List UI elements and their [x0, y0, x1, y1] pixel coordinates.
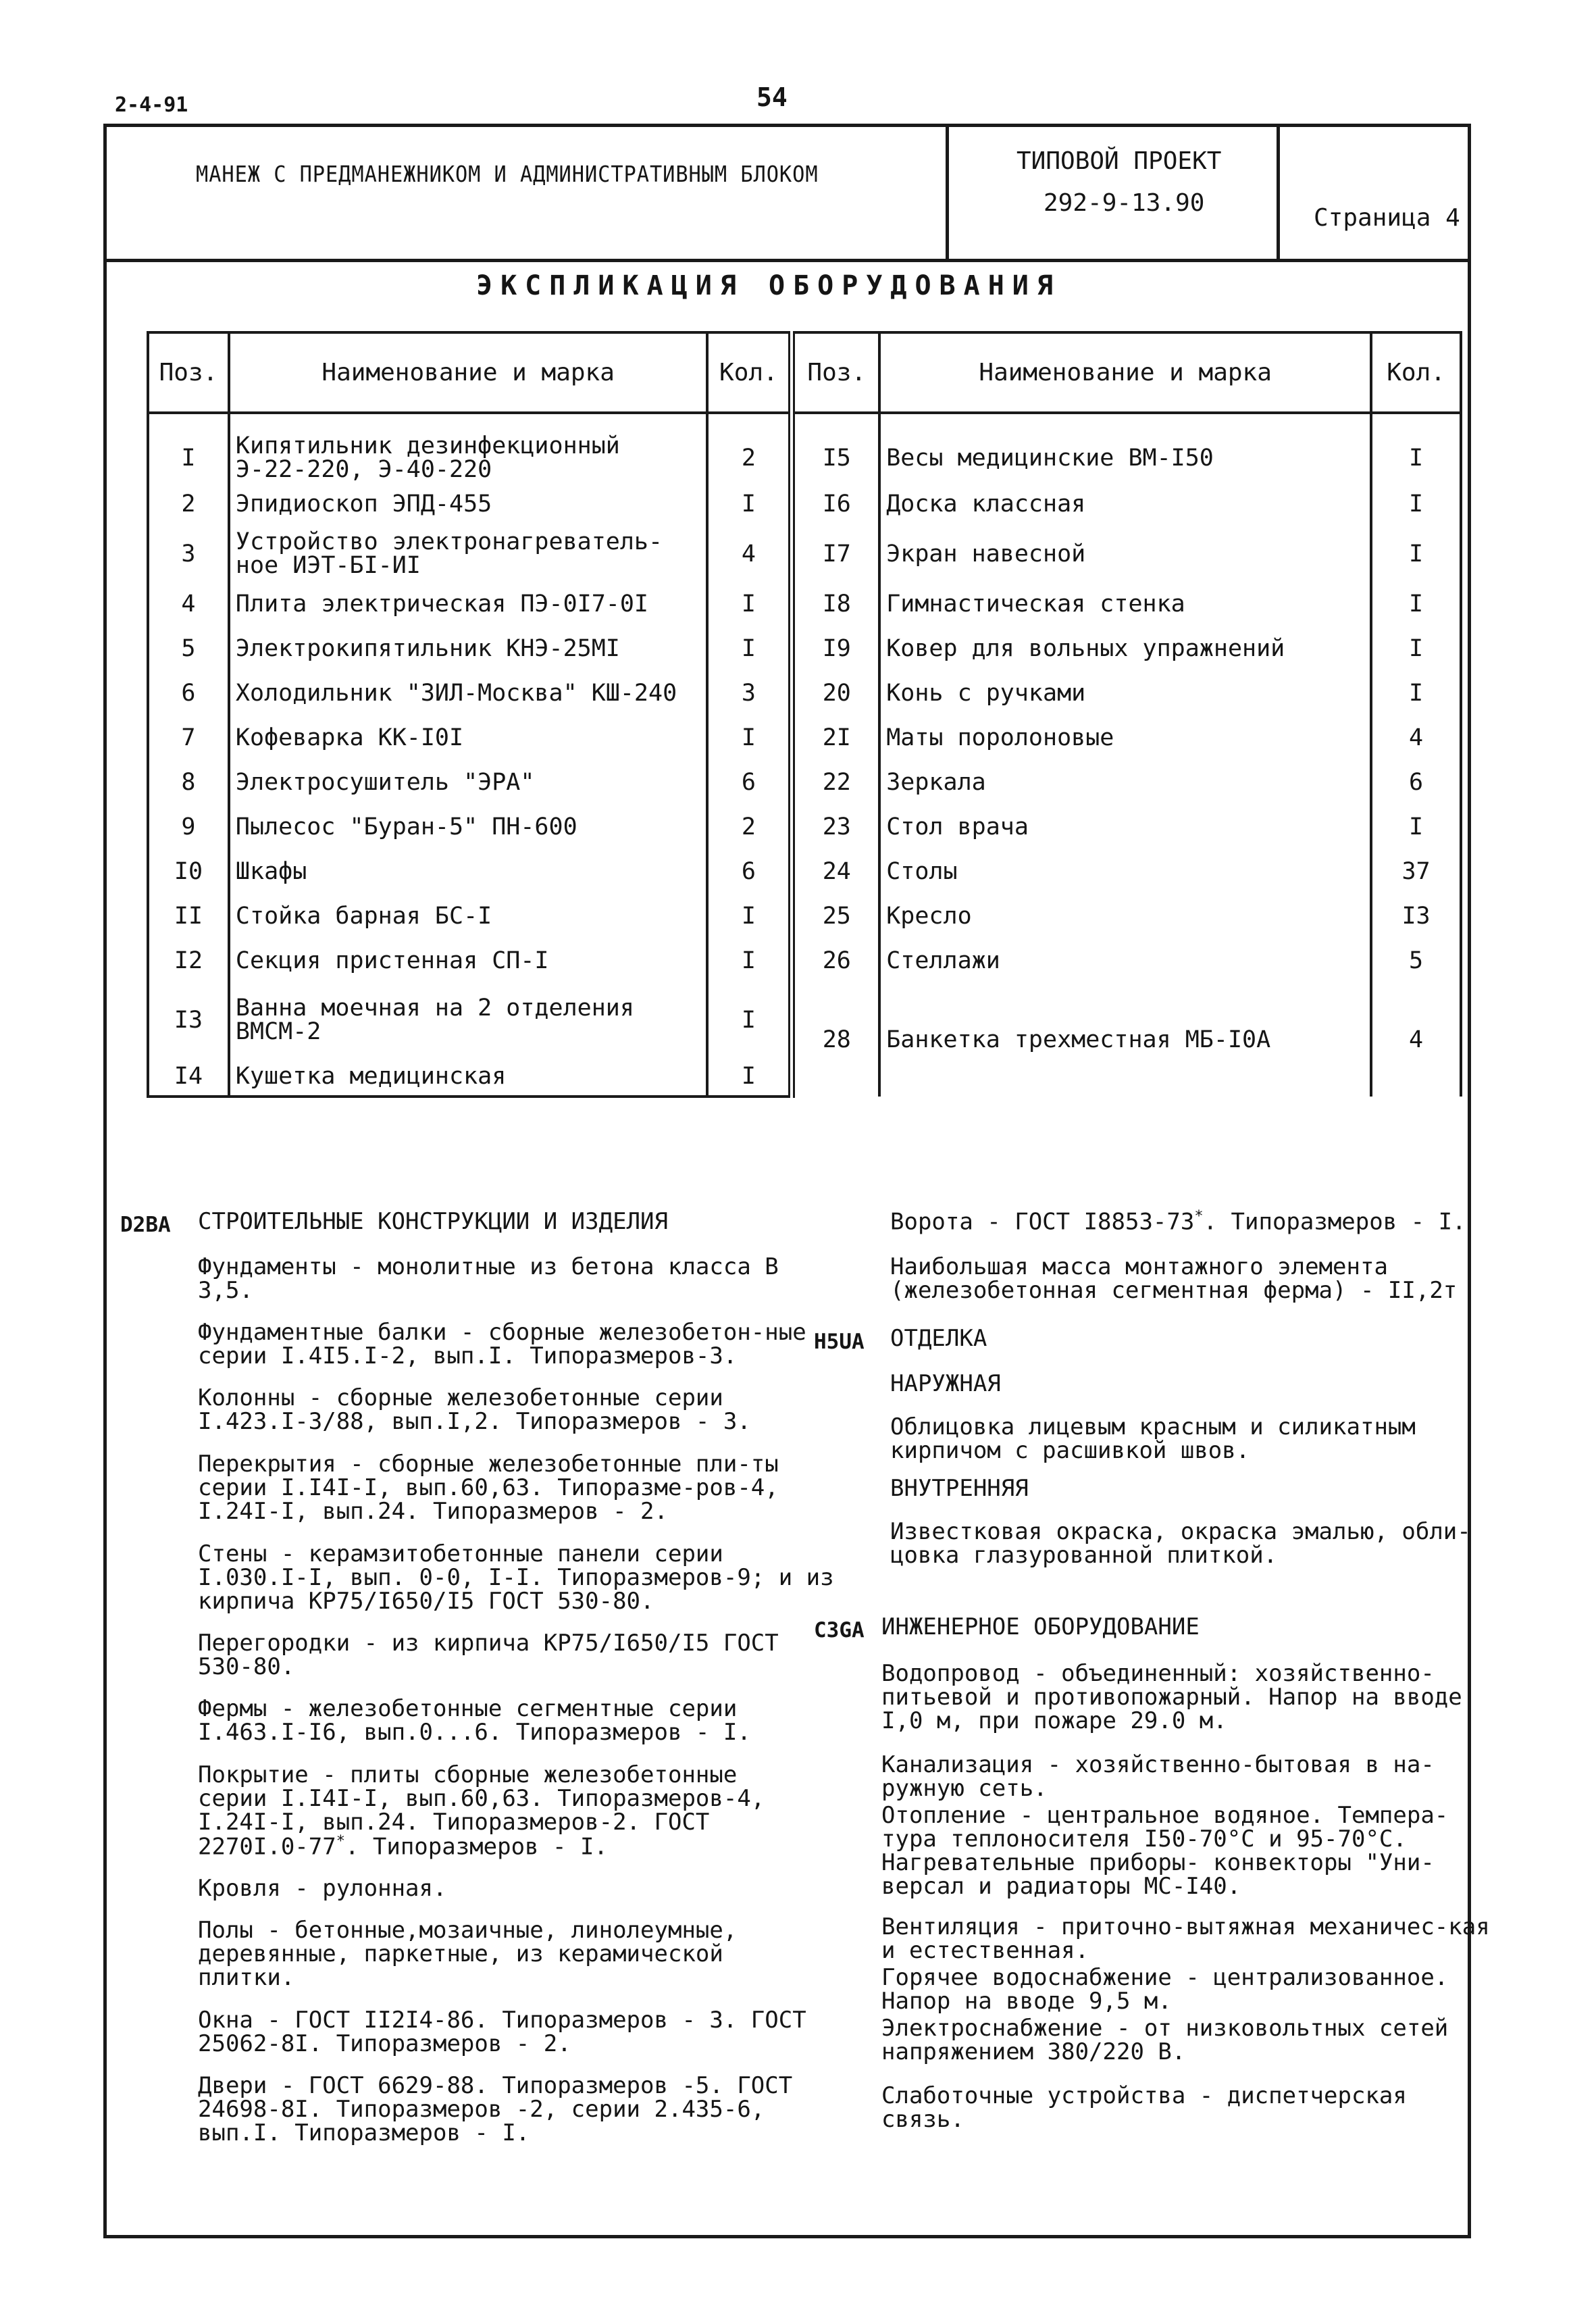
cell-pos: I0 — [148, 849, 229, 894]
project-title: МАНЕЖ С ПРЕДМАНЕЖНИКОМ И АДМИНИСТРАТИВНЫМ БЛОКОМ — [196, 161, 819, 187]
roofing-text: Покрытие - плиты сборные железобетонные серии I.I4I-I, вып.60,63. Типоразмеров-4, I.24I-I, вып.24. Типоразмеров-2. ГОСТ 2270I.0-77 — [198, 1761, 765, 1861]
cell-qty: I — [1371, 805, 1461, 849]
cell-qty: 6 — [1371, 760, 1461, 805]
title-block-divider — [103, 259, 1471, 262]
finish-title: ОТДЕЛКА — [890, 1325, 987, 1352]
finish-inner: Известковая окраска, окраска эмалью, обли-цовка глазурованной плиткой. — [890, 1518, 1471, 1569]
cell-name: Стеллажи — [879, 938, 1371, 983]
cell-pos: 9 — [148, 805, 229, 849]
equipment-table — [147, 331, 1462, 1098]
construction-trusses: Фермы - железобетонные сегментные серии I.463.I-I6, вып.0...6. Типоразмеров - I. — [198, 1695, 751, 1746]
construction-columns: Колонны - сборные железобетонные серии I.423.I-3/88, вып.I,2. Типоразмеров - 3. — [198, 1384, 751, 1436]
cell-pos: 25 — [792, 894, 879, 938]
engineering-low-current: Слаботочные устройства - диспетчерская связь. — [881, 2082, 1407, 2134]
cell-name: Ковер для вольных упражнений — [879, 626, 1371, 671]
cell-pos: 8 — [148, 760, 229, 805]
document-code: 2-4-91 — [115, 93, 188, 117]
cell-qty: I — [707, 894, 792, 938]
cell-name: Кипятильник дезинфекционный Э-22-220, Э-40-220 — [229, 413, 708, 482]
table-row — [148, 760, 1461, 805]
cell-pos: 2 — [148, 482, 229, 526]
construction-foundations: Фундаменты - монолитные из бетона класса В 3,5. — [198, 1253, 779, 1305]
title-block-vline-1 — [946, 124, 949, 259]
table-row — [148, 715, 1461, 760]
cell-name: Стойка барная БС-I — [229, 894, 708, 938]
cell-name: Пылесос "Буран-5" ПН-600 — [229, 805, 708, 849]
engineering-heating: Отопление - центральное водяное. Темпера-тура теплоносителя I50-70°С и 95-70°С. Нагревательные приборы- конвекторы "Уни-версал и радиаторы МС-I40. — [881, 1802, 1449, 1901]
cell-qty: I3 — [1371, 894, 1461, 938]
cell-name: Гимнастическая стенка — [879, 582, 1371, 626]
cell-name: Кресло — [879, 894, 1371, 938]
construction-foundation-beams: Фундаментные балки - сборные железобетон-ные серии I.4I5.I-2, вып.I. Типоразмеров-3. — [198, 1319, 806, 1370]
cell-pos: I8 — [792, 582, 879, 626]
cell-name: Электросушитель "ЭРА" — [229, 760, 708, 805]
engineering-ventilation: Вентиляция - приточно-вытяжная механичес-кая и естественная. — [881, 1913, 1490, 1965]
gates-text: Ворота - ГОСТ I8853-73 — [890, 1208, 1195, 1236]
header-pos: Поз. — [148, 332, 229, 413]
cell-pos: 26 — [792, 938, 879, 983]
cell-qty: 6 — [707, 760, 792, 805]
cell-qty: I — [707, 582, 792, 626]
finish-code: H5UA — [814, 1330, 865, 1354]
table-row — [148, 671, 1461, 715]
construction-walls: Стены - керамзитобетонные панели серии I.030.I-I, вып. 0-0, I-I. Типоразмеров-9; и из кирпича КР75/I650/I5 ГОСТ 530-80. — [198, 1540, 834, 1615]
finish-outer-title: НАРУЖНАЯ — [890, 1370, 1001, 1397]
table-row — [148, 805, 1461, 849]
cell-qty: 2 — [707, 413, 792, 482]
engineering-sewerage: Канализация - хозяйственно-бытовая в на-ружную сеть. — [881, 1751, 1435, 1803]
cell-pos: 28 — [792, 983, 879, 1097]
table-row — [148, 526, 1461, 582]
cell-qty: I — [1371, 413, 1461, 482]
cell-pos: I4 — [148, 1057, 229, 1097]
construction-roof: Кровля - рулонная. — [198, 1875, 447, 1902]
cell-name: Холодильник "ЗИЛ-Москва" КШ-240 — [229, 671, 708, 715]
project-type: ТИПОВОЙ ПРОЕКТ — [1016, 147, 1222, 175]
cell-name: Ванна моечная на 2 отделения ВМСМ-2 — [229, 983, 708, 1057]
cell-pos: I7 — [792, 526, 879, 582]
cell-qty: I — [707, 983, 792, 1057]
cell-name: Кофеварка КК-I0I — [229, 715, 708, 760]
header-qty: Кол. — [707, 332, 792, 413]
page-number: 54 — [756, 82, 788, 112]
cell-qty: I — [707, 626, 792, 671]
finish-outer: Облицовка лицевым красным и силикатным кирпичом с расшивкой швов. — [890, 1413, 1416, 1465]
cell-qty: I — [707, 938, 792, 983]
construction-roofing-slabs — [198, 1763, 819, 1859]
cell-qty: I — [707, 1057, 792, 1097]
construction-windows: Окна - ГОСТ II2I4-86. Типоразмеров - 3. ГОСТ 25062-8I. Типоразмеров - 2. — [198, 2007, 806, 2058]
cell-pos: I9 — [792, 626, 879, 671]
table-row — [148, 626, 1461, 671]
cell-pos: 5 — [148, 626, 229, 671]
cell-name: Электрокипятильник КНЭ-25МI — [229, 626, 708, 671]
cell-pos: 24 — [792, 849, 879, 894]
cell-qty: 3 — [707, 671, 792, 715]
construction-floors: Перекрытия - сборные железобетонные пли-ты серии I.I4I-I, вып.60,63. Типоразме-ров-4, I.24I-I, вып.24. Типоразмеров - 2. — [198, 1451, 779, 1526]
cell-pos: I3 — [148, 983, 229, 1057]
cell-name: Банкетка трехместная МБ-I0А — [879, 983, 1371, 1097]
cell-qty: 37 — [1371, 849, 1461, 894]
header-name-2: Наименование и марка — [879, 332, 1371, 413]
cell-name: Конь с ручками — [879, 671, 1371, 715]
cell-qty: I — [1371, 626, 1461, 671]
cell-name: Экран навесной — [879, 526, 1371, 582]
engineering-electricity: Электроснабжение - от низковольтных сетей напряжением 380/220 В. — [881, 2015, 1449, 2066]
cell-name: Зеркала — [879, 760, 1371, 805]
cell-pos: II — [148, 894, 229, 938]
cell-name: Столы — [879, 849, 1371, 894]
construction-title: СТРОИТЕЛЬНЫЕ КОНСТРУКЦИИ И ИЗДЕЛИЯ — [198, 1208, 668, 1235]
cell-qty: 2 — [707, 805, 792, 849]
cell-name: Секция пристенная СП-I — [229, 938, 708, 983]
table-row — [148, 983, 1461, 1057]
cell-name: Весы медицинские ВМ-I50 — [879, 413, 1371, 482]
roofing-star: * — [336, 1833, 345, 1851]
cell-qty: 4 — [1371, 983, 1461, 1097]
header-qty-2: Кол. — [1371, 332, 1461, 413]
engineering-code: C3GA — [814, 1618, 865, 1642]
cell-pos: I6 — [792, 482, 879, 526]
cell-pos: 6 — [148, 671, 229, 715]
explication-title: ЭКСПЛИКАЦИЯ ОБОРУДОВАНИЯ — [476, 270, 1061, 301]
cell-qty: 4 — [707, 526, 792, 582]
header-name: Наименование и марка — [229, 332, 708, 413]
cell-qty: 6 — [707, 849, 792, 894]
cell-qty: I — [1371, 582, 1461, 626]
project-number: 292-9-13.90 — [1044, 189, 1205, 217]
cell-pos: I5 — [792, 413, 879, 482]
cell-pos: 23 — [792, 805, 879, 849]
title-block-vline-2 — [1277, 124, 1280, 259]
construction-floors-finish: Полы - бетонные,мозаичные, линолеумные, деревянные, паркетные, из керамической плитки. — [198, 1917, 738, 1992]
table-header-row — [148, 332, 1461, 413]
table-row — [148, 938, 1461, 983]
engineering-title: ИНЖЕНЕРНОЕ ОБОРУДОВАНИЕ — [881, 1613, 1200, 1640]
cell-pos: I — [148, 413, 229, 482]
finish-inner-title: ВНУТРЕННЯЯ — [890, 1475, 1029, 1502]
cell-qty: I — [1371, 482, 1461, 526]
cell-qty: I — [707, 482, 792, 526]
cell-pos: 7 — [148, 715, 229, 760]
roofing-text-end: . Типоразмеров - I. — [344, 1833, 608, 1861]
gates-text-end: . Типоразмеров - I. — [1203, 1208, 1466, 1236]
engineering-hot-water: Горячее водоснабжение - централизованное. Напор на вводе 9,5 м. — [881, 1964, 1449, 2015]
cell-name: Плита электрическая ПЭ-0I7-0I — [229, 582, 708, 626]
construction-partitions: Перегородки - из кирпича КР75/I650/I5 ГОСТ 530-80. — [198, 1630, 779, 1681]
gates — [890, 1209, 1498, 1234]
cell-name: Устройство электронагреватель-ное ИЭТ-БI-ИI — [229, 526, 708, 582]
cell-pos: 22 — [792, 760, 879, 805]
header-pos-2: Поз. — [792, 332, 879, 413]
cell-name: Кушетка медицинская — [229, 1057, 708, 1097]
table-row — [148, 582, 1461, 626]
table-row — [148, 482, 1461, 526]
construction-doors: Двери - ГОСТ 6629-88. Типоразмеров -5. ГОСТ 24698-8I. Типоразмеров -2, серии 2.435-6, вып.I. Типоразмеров - I. — [198, 2072, 793, 2147]
cell-name: Шкафы — [229, 849, 708, 894]
cell-qty: I — [707, 715, 792, 760]
cell-pos: I2 — [148, 938, 229, 983]
cell-name: Эпидиоскоп ЭПД-455 — [229, 482, 708, 526]
max-element-mass: Наибольшая масса монтажного элемента (железобетонная сегментная ферма) - II,2т — [890, 1253, 1458, 1305]
table-row — [148, 413, 1461, 482]
cell-name: Стол врача — [879, 805, 1371, 849]
cell-name: Маты поролоновые — [879, 715, 1371, 760]
table-row — [148, 849, 1461, 894]
cell-pos: 3 — [148, 526, 229, 582]
engineering-water: Водопровод - объединенный: хозяйственно-питьевой и противопожарный. Напор на вводе I,0 м, при пожаре 29.0 м. — [881, 1660, 1462, 1735]
cell-pos: 20 — [792, 671, 879, 715]
cell-qty: I — [1371, 671, 1461, 715]
page-label: Страница 4 — [1314, 204, 1460, 232]
cell-name: Доска классная — [879, 482, 1371, 526]
cell-qty: I — [1371, 526, 1461, 582]
cell-pos: 4 — [148, 582, 229, 626]
cell-qty: 5 — [1371, 938, 1461, 983]
table-row — [148, 894, 1461, 938]
construction-code: D2BA — [120, 1213, 171, 1237]
gates-star: * — [1194, 1208, 1204, 1225]
cell-qty: 4 — [1371, 715, 1461, 760]
cell-pos: 2I — [792, 715, 879, 760]
